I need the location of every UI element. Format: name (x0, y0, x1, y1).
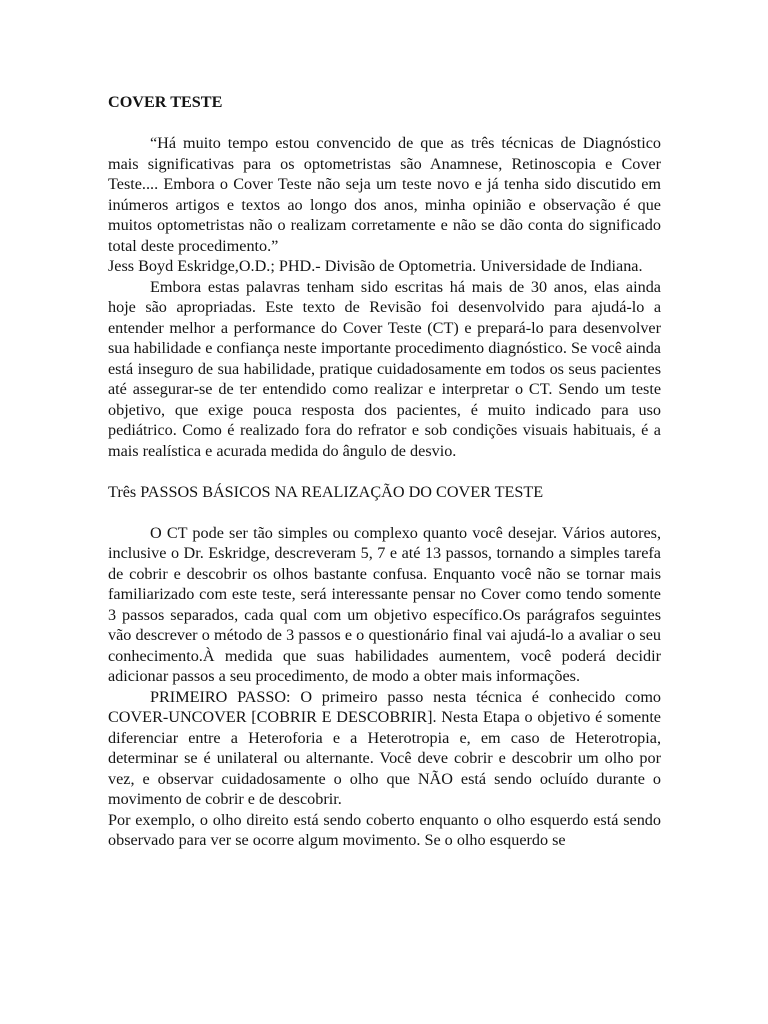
spacer (108, 461, 661, 482)
spacer (108, 113, 661, 134)
attribution-paragraph: Jess Boyd Eskridge,O.D.; PHD.- Divisão de Optometria. Universidade de Indiana. (108, 257, 643, 275)
intro-paragraph: Embora estas palavras tenham sido escritas há mais de 30 anos, elas ainda hoje são apropriadas. Este texto de Revisão foi desenvolvido para ajudá-lo a entender melhor a performance do Cover Teste (CT) e prepará-lo para desenvolver sua habilidade e confiança neste importante procedimento diagnóstico. Se você ainda está inseguro de sua habilidade, pratique cuidadosamente em todos os seus pacientes até assegurar-se de ter entendido como realizar e interpretar o CT. Sendo um teste objetivo, que exige pouca resposta dos pacientes, é muito indicado para uso pediátrico. Como é realizado fora do refrator e sob condições visuais habituais, é a mais realística e acurada medida do ângulo de desvio. (108, 277, 661, 460)
section-heading: Três PASSOS BÁSICOS NA REALIZAÇÃO DO COVER TESTE (108, 482, 544, 501)
example-paragraph: Por exemplo, o olho direito está sendo coberto enquanto o olho esquerdo está sendo observado para ver se ocorre algum movimento. Se o olho esquerdo se (108, 810, 661, 849)
document-title: COVER TESTE (108, 93, 223, 111)
spacer (108, 502, 661, 523)
document-page (108, 92, 661, 851)
quote-paragraph: “Há muito tempo estou convencido de que as três técnicas de Diagnóstico mais significativas para os optometristas são Anamnese, Retinoscopia e Cover Teste.... Embora o Cover Teste não seja um teste novo e já tenha sido discutido em inúmeros artigos e textos ao longo dos anos, minha opinião e observação é que muitos optometristas não o realizam corretamente e não se dão conta do significado total deste procedimento.” (108, 134, 661, 255)
first-step-paragraph: PRIMEIRO PASSO: O primeiro passo nesta técnica é conhecido como COVER-UNCOVER [COBRIR E DESCOBRIR]. Nesta Etapa o objetivo é somente diferenciar entre a Heteroforia e a Heterotropia e, em caso de Heterotropia, determinar se é unilateral ou alternante. Você deve cobrir e descobrir um olho por vez, e observar cuidadosamente o olho que NÃO está sendo ocluído durante o movimento de cobrir e de descobrir. (108, 687, 661, 808)
steps-paragraph: O CT pode ser tão simples ou complexo quanto você desejar. Vários autores, inclusive o Dr. Eskridge, descreveram 5, 7 e até 13 passos, tornando a simples tarefa de cobrir e descobrir os olhos bastante confusa. Enquanto você não se tornar mais familiarizado com este teste, será interessante pensar no Cover como tendo somente 3 passos separados, cada qual com um objetivo específico.Os parágrafos seguintes vão descrever o método de 3 passos e o questionário final vai ajudá-lo a avaliar o seu conhecimento.À medida que suas habilidades aumentem, você poderá decidir adicionar passos a seu procedimento, de modo a obter mais informações. (108, 523, 661, 685)
